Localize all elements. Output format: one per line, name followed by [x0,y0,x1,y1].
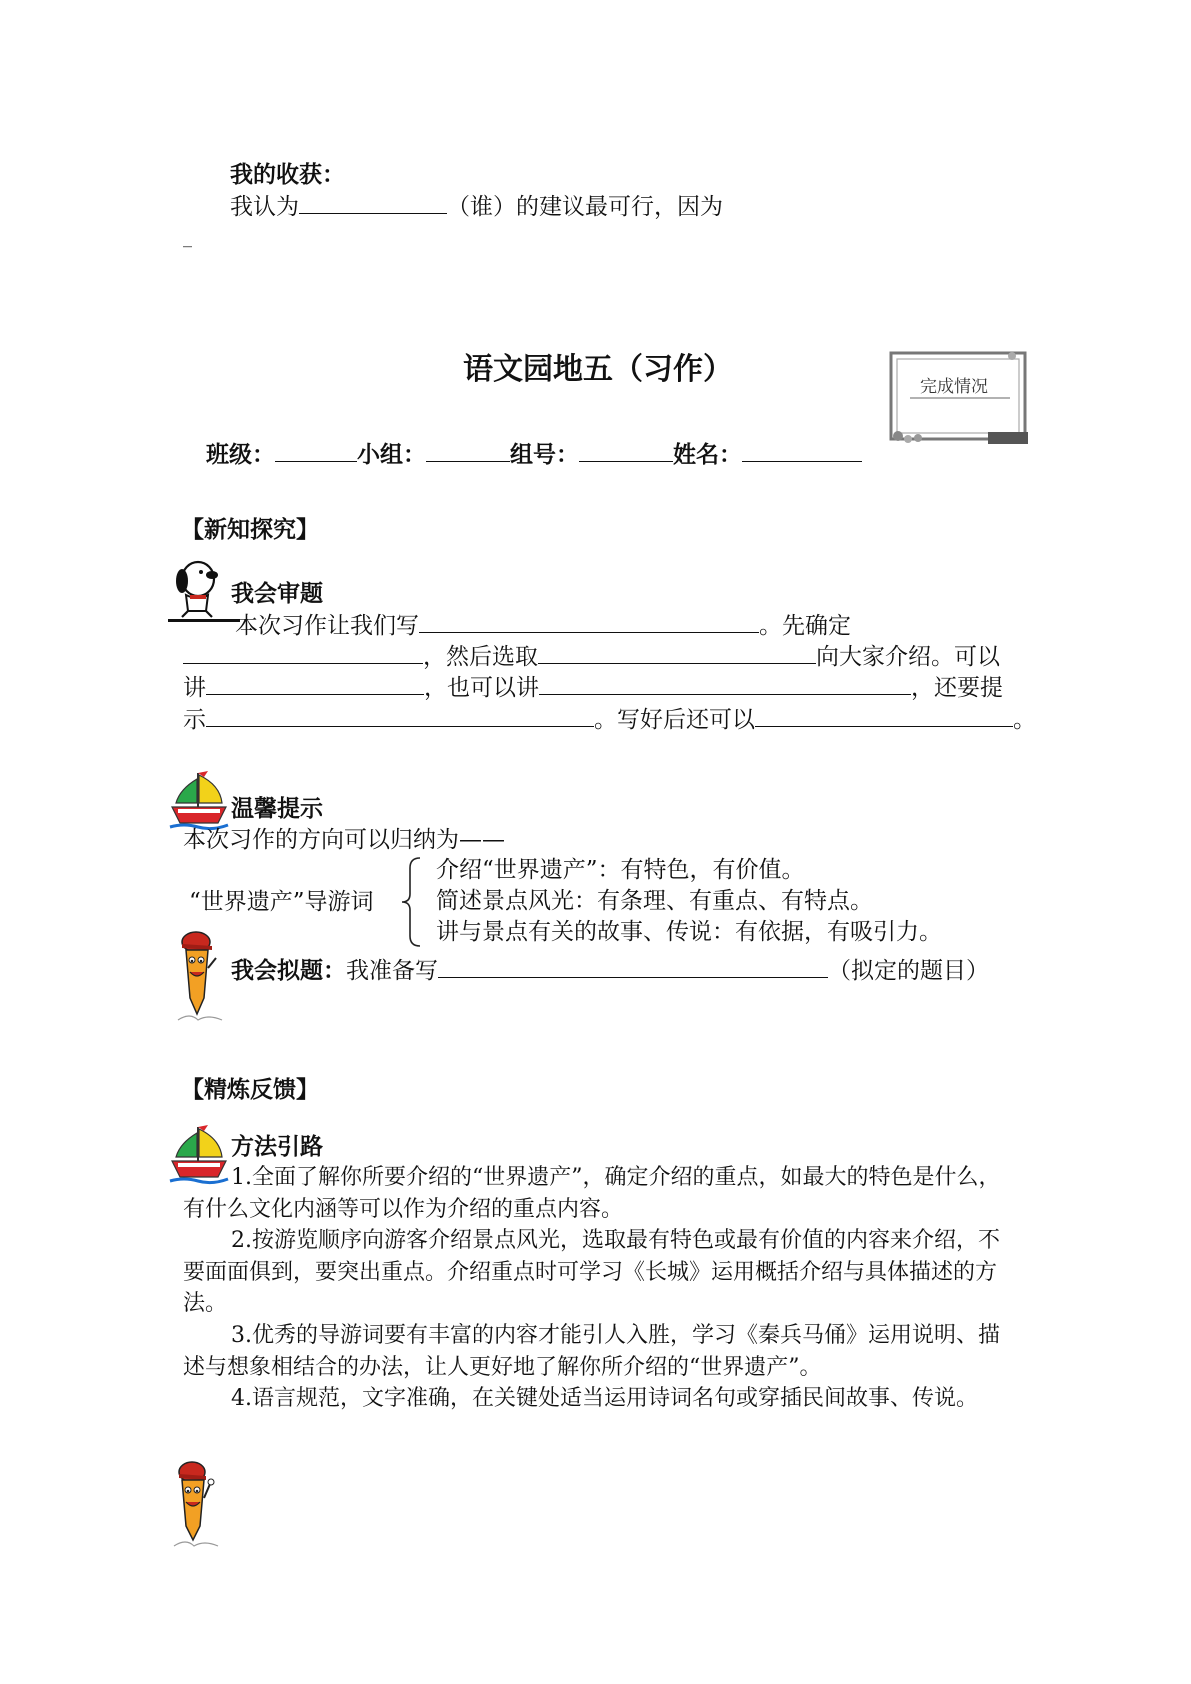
group-blank[interactable] [426,439,510,462]
bracket-label: “世界遗产”导游词 [189,889,374,915]
review-blank-2[interactable] [183,641,423,664]
review-l3-mid: ，也可以讲 [424,675,539,701]
snoopy-base-line [168,619,240,622]
section-practice: 【精炼反馈】 [181,1077,319,1103]
review-line-3 [183,672,1003,703]
draft-title-pre: 我准备写 [346,958,438,984]
methods-heading: 方法引路 [231,1134,323,1160]
review-l3-post: ，还要提 [911,675,1003,701]
tips-intro: 本次习作的方向可以归纳为—— [183,827,505,853]
class-label: 班级： [206,442,275,468]
curly-brace [400,856,424,948]
stray-mark: _ [183,227,192,248]
draft-title-line [231,955,989,986]
harvest-line-mid: （谁）的建议最可行，因为 [447,194,723,220]
review-l2-post: 向大家介绍。可以 [816,644,1000,670]
review-line-4 [183,704,1036,735]
name-blank[interactable] [742,439,862,462]
review-l4-pre: 示 [183,707,206,733]
number-label: 组号： [510,442,579,468]
review-l1-post: 。先确定 [759,613,851,639]
review-l3-pre: 讲 [183,675,206,701]
review-l4-mid: 。写好后还可以 [594,707,755,733]
tips-heading: 温馨提示 [231,796,323,822]
review-heading: 我会审题 [231,581,323,607]
draft-title-heading: 我会拟题： [231,958,346,984]
harvest-heading: 我的收获： [230,162,345,188]
review-line-1 [235,610,851,641]
review-blank-1[interactable] [419,610,759,633]
harvest-line-pre: 我认为 [230,194,299,220]
tip-item-1: 介绍“世界遗产”：有特色，有价值。 [436,857,805,883]
name-label: 姓名： [673,442,742,468]
review-line-2 [183,641,1000,672]
method-item-4: 4.语言规范，文字准确，在关键处适当运用诗词名句或穿插民间故事、传说。 [231,1386,978,1411]
method-item-1: 1.全面了解你所要介绍的“世界遗产”，确定介绍的重点，如最大的特色是什么，有什么文化内涵等可以作为介绍的重点内容。 [183,1165,1001,1222]
completion-frame [888,350,1028,446]
draft-title-post: （拟定的题目） [828,958,989,984]
review-l2-mid: ，然后选取 [423,644,538,670]
review-blank-4[interactable] [206,672,424,695]
completion-label: 完成情况 [920,377,988,397]
review-blank-5[interactable] [539,672,911,695]
method-item-3: 3.优秀的导游词要有丰富的内容才能引人入胜，学习《秦兵马俑》运用说明、描述与想象相结合的办法，让人更好地了解你所介绍的“世界遗产”。 [183,1323,1000,1380]
review-blank-6[interactable] [206,704,594,727]
review-l4-post: 。 [1013,707,1036,733]
review-l1-pre: 本次习作让我们写 [235,613,419,639]
group-label: 小组： [357,442,426,468]
sailboat-icon [168,769,230,831]
info-row [206,439,862,470]
pencil-mascot-icon [166,1458,232,1550]
harvest-line [230,191,723,222]
pencil-mascot-icon [168,928,240,1026]
tip-item-2: 简述景点风光：有条理、有重点、有特点。 [436,888,873,914]
number-blank[interactable] [579,439,673,462]
review-blank-3[interactable] [538,641,816,664]
page-title: 语文园地五（习作） [463,352,733,387]
who-blank[interactable] [299,191,447,214]
snoopy-icon [168,553,240,623]
draft-title-blank[interactable] [438,955,828,978]
review-blank-7[interactable] [755,704,1013,727]
method-item-2: 2.按游览顺序向游客介绍景点风光，选取最有特色或最有价值的内容来介绍，不要面面俱到，要突出重点。介绍重点时可学习《长城》运用概括介绍与具体描述的方法。 [183,1228,1000,1316]
class-blank[interactable] [275,439,357,462]
section-new-knowledge: 【新知探究】 [181,517,319,543]
tip-item-3: 讲与景点有关的故事、传说：有依据，有吸引力。 [436,919,942,945]
